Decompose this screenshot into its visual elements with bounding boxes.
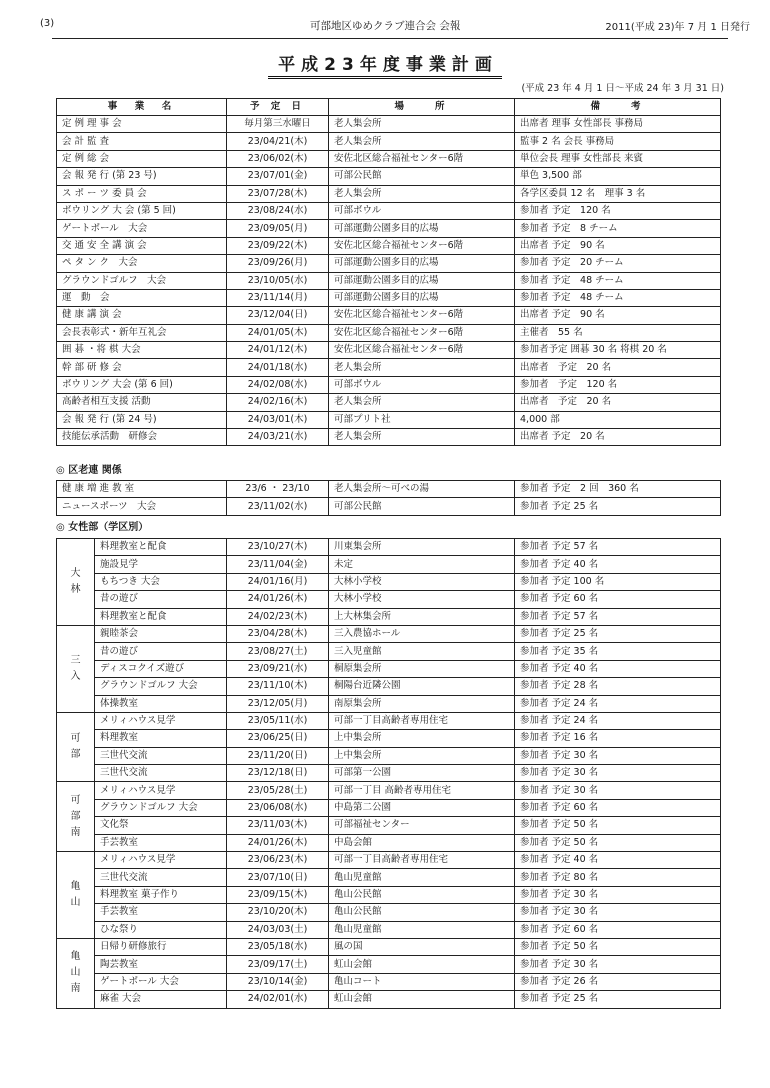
scheduled-date-cell: 23/07/10(日) (227, 869, 329, 886)
event-name-cell: 高齢者相互支援 活動 (57, 394, 227, 411)
remarks-cell: 出席者 予定 20 名 (515, 394, 721, 411)
remarks-cell: 参加者 予定 60 名 (515, 799, 721, 816)
womens-schedule-body (57, 539, 721, 1009)
page-header (40, 14, 750, 34)
table-row (57, 307, 721, 324)
event-name-cell: 体操教室 (95, 695, 227, 712)
section-heading-womens: ◎ 女性部（学区別） (56, 522, 149, 533)
venue-cell: 安佐北区総合福祉センター6階 (329, 342, 515, 359)
fiscal-period: (平成 23 年 4 月 1 日～平成 24 年 3 月 31 日) (521, 83, 724, 94)
remarks-cell: 主催者 55 名 (515, 324, 721, 341)
event-name-cell: グラウンドゴルフ 大会 (95, 678, 227, 695)
event-name-cell: もちつき 大会 (95, 573, 227, 590)
venue-cell: 上中集会所 (329, 730, 515, 747)
scheduled-date-cell: 23/06/25(日) (227, 730, 329, 747)
remarks-cell: 出席者 予定 90 名 (515, 237, 721, 254)
main-schedule-table (56, 98, 721, 446)
remarks-cell: 出席者 予定 20 名 (515, 429, 721, 446)
remarks-cell: 参加者 予定 40 名 (515, 556, 721, 573)
scheduled-date-cell: 23/09/15(木) (227, 886, 329, 903)
scheduled-date-cell: 24/01/12(木) (227, 342, 329, 359)
event-name-cell: 料理教室 菓子作り (95, 886, 227, 903)
venue-cell: 中島第二公園 (329, 799, 515, 816)
scheduled-date-cell: 23/04/28(木) (227, 625, 329, 642)
scheduled-date-cell: 24/02/16(木) (227, 394, 329, 411)
remarks-cell: 参加者 予定 48 チーム (515, 289, 721, 306)
scheduled-date-cell: 23/09/21(水) (227, 660, 329, 677)
remarks-cell: 各学区委員 12 名 理事 3 名 (515, 185, 721, 202)
table-row (57, 133, 721, 150)
scheduled-date-cell: 23/09/22(木) (227, 237, 329, 254)
event-name-cell: 会 計 監 査 (57, 133, 227, 150)
event-name-cell: 日帰り研修旅行 (95, 938, 227, 955)
event-name-cell: 会 報 発 行 (第 23 号) (57, 168, 227, 185)
event-name-cell: 手芸教室 (95, 834, 227, 851)
venue-cell: 可部一丁目高齢者専用住宅 (329, 852, 515, 869)
table-row (57, 765, 721, 782)
header-rule (52, 38, 728, 39)
event-name-cell: 囲 碁 ・将 棋 大会 (57, 342, 227, 359)
table-row (57, 116, 721, 133)
venue-cell: 可部一丁目 高齢者専用住宅 (329, 782, 515, 799)
remarks-cell: 参加者 予定 60 名 (515, 591, 721, 608)
district-group-cell: 可 部 (57, 712, 95, 782)
scheduled-date-cell: 24/01/05(木) (227, 324, 329, 341)
district-group-cell: 大 林 (57, 539, 95, 626)
venue-cell: 安佐北区総合福祉センター6階 (329, 307, 515, 324)
venue-cell: 未定 (329, 556, 515, 573)
event-name-cell: メリィハウス見学 (95, 782, 227, 799)
event-name-cell: 会 報 発 行 (第 24 号) (57, 411, 227, 428)
table-row (57, 921, 721, 938)
event-name-cell: ボウリング 大 会 (第 5 回) (57, 202, 227, 219)
scheduled-date-cell: 23/07/01(金) (227, 168, 329, 185)
column-header: 予 定 日 (227, 99, 329, 116)
venue-cell: 老人集会所～可べの湯 (329, 481, 515, 498)
venue-cell: 可部プリト社 (329, 411, 515, 428)
table-row (57, 956, 721, 973)
table-row (57, 429, 721, 446)
remarks-cell: 出席者 予定 90 名 (515, 307, 721, 324)
venue-cell: 亀山児童館 (329, 869, 515, 886)
ward-schedule-table (56, 480, 721, 516)
event-name-cell: 施設見学 (95, 556, 227, 573)
scheduled-date-cell: 23/12/04(日) (227, 307, 329, 324)
scheduled-date-cell: 24/02/23(木) (227, 608, 329, 625)
event-name-cell: 三世代交流 (95, 869, 227, 886)
event-name-cell: グラウンドゴルフ 大会 (57, 272, 227, 289)
venue-cell: 虹山会館 (329, 991, 515, 1008)
table-row (57, 608, 721, 625)
scheduled-date-cell: 23/04/21(木) (227, 133, 329, 150)
venue-cell: 三入農協ホール (329, 625, 515, 642)
event-name-cell: ニュースポーツ 大会 (57, 498, 227, 515)
scheduled-date-cell: 24/03/21(水) (227, 429, 329, 446)
remarks-cell: 参加者 予定 120 名 (515, 202, 721, 219)
event-name-cell: 料理教室 (95, 730, 227, 747)
scheduled-date-cell: 23/06/02(木) (227, 150, 329, 167)
remarks-cell: 単色 3,500 部 (515, 168, 721, 185)
table-row (57, 342, 721, 359)
venue-cell: 可部ボウル (329, 376, 515, 393)
remarks-cell: 参加者 予定 25 名 (515, 991, 721, 1008)
table-row (57, 220, 721, 237)
scheduled-date-cell: 23/09/26(月) (227, 255, 329, 272)
ward-schedule-body (57, 481, 721, 516)
venue-cell: 上中集会所 (329, 747, 515, 764)
venue-cell: 三入児童館 (329, 643, 515, 660)
venue-cell: 老人集会所 (329, 133, 515, 150)
venue-cell: 可部運動公園多目的広場 (329, 220, 515, 237)
table-row (57, 556, 721, 573)
event-name-cell: ボウリング 大会 (第 6 回) (57, 376, 227, 393)
remarks-cell: 参加者 予定 24 名 (515, 712, 721, 729)
publication-name: 可部地区ゆめクラブ連合会 会報 (310, 20, 461, 32)
venue-cell: 可部一丁目高齢者専用住宅 (329, 712, 515, 729)
remarks-cell: 出席者 理事 女性部長 事務局 (515, 116, 721, 133)
scheduled-date-cell: 23/11/20(日) (227, 747, 329, 764)
remarks-cell: 4,000 部 (515, 411, 721, 428)
venue-cell: 桐原集会所 (329, 660, 515, 677)
remarks-cell: 参加者 予定 120 名 (515, 376, 721, 393)
page-title-wrap (0, 50, 770, 79)
table-row (57, 991, 721, 1008)
event-name-cell: 運 動 会 (57, 289, 227, 306)
event-name-cell: 三世代交流 (95, 747, 227, 764)
table-row (57, 799, 721, 816)
scheduled-date-cell: 23/10/27(木) (227, 539, 329, 556)
table-row (57, 695, 721, 712)
venue-cell: 亀山コート (329, 973, 515, 990)
scheduled-date-cell: 24/03/01(木) (227, 411, 329, 428)
event-name-cell: 交 通 安 全 講 演 会 (57, 237, 227, 254)
remarks-cell: 参加者 予定 30 名 (515, 956, 721, 973)
venue-cell: 可部公民館 (329, 168, 515, 185)
event-name-cell: 親睦茶会 (95, 625, 227, 642)
scheduled-date-cell: 23/07/28(木) (227, 185, 329, 202)
remarks-cell: 参加者 予定 2 回 360 名 (515, 481, 721, 498)
event-name-cell: 陶芸教室 (95, 956, 227, 973)
section-heading-ward: ◎ 区老連 関係 (56, 465, 122, 476)
scheduled-date-cell: 23/11/03(木) (227, 817, 329, 834)
table-row (57, 730, 721, 747)
scheduled-date-cell: 23/05/18(水) (227, 938, 329, 955)
table-row (57, 869, 721, 886)
venue-cell: 老人集会所 (329, 185, 515, 202)
scheduled-date-cell: 24/03/03(土) (227, 921, 329, 938)
venue-cell: 老人集会所 (329, 394, 515, 411)
scheduled-date-cell: 23/11/04(金) (227, 556, 329, 573)
remarks-cell: 参加者 予定 35 名 (515, 643, 721, 660)
district-group-cell: 亀 山 (57, 852, 95, 939)
scheduled-date-cell: 23/08/24(水) (227, 202, 329, 219)
remarks-cell: 参加者 予定 80 名 (515, 869, 721, 886)
column-header: 備 考 (515, 99, 721, 116)
remarks-cell: 参加者予定 囲碁 30 名 将棋 20 名 (515, 342, 721, 359)
event-name-cell: メリィハウス見学 (95, 852, 227, 869)
remarks-cell: 参加者 予定 16 名 (515, 730, 721, 747)
event-name-cell: 料理教室と配食 (95, 539, 227, 556)
main-schedule-body (57, 116, 721, 446)
table-row (57, 411, 721, 428)
remarks-cell: 参加者 予定 20 チーム (515, 255, 721, 272)
venue-cell: 中島会館 (329, 834, 515, 851)
remarks-cell: 参加者 予定 25 名 (515, 498, 721, 515)
venue-cell: 可部運動公園多目的広場 (329, 289, 515, 306)
column-header: 事 業 名 (57, 99, 227, 116)
event-name-cell: ディスコクイズ遊び (95, 660, 227, 677)
remarks-cell: 参加者 予定 57 名 (515, 608, 721, 625)
remarks-cell: 参加者 予定 57 名 (515, 539, 721, 556)
remarks-cell: 参加者 予定 50 名 (515, 834, 721, 851)
venue-cell: 可部第一公園 (329, 765, 515, 782)
event-name-cell: 手芸教室 (95, 904, 227, 921)
scheduled-date-cell: 23/10/20(木) (227, 904, 329, 921)
venue-cell: 老人集会所 (329, 359, 515, 376)
table-row (57, 678, 721, 695)
table-row (57, 168, 721, 185)
table-row (57, 289, 721, 306)
event-name-cell: 健 康 増 進 教 室 (57, 481, 227, 498)
event-name-cell: ゲートボール 大会 (57, 220, 227, 237)
scheduled-date-cell: 23/12/18(日) (227, 765, 329, 782)
scheduled-date-cell: 24/02/01(水) (227, 991, 329, 1008)
remarks-cell: 参加者 予定 100 名 (515, 573, 721, 590)
event-name-cell: ゲートボール 大会 (95, 973, 227, 990)
scheduled-date-cell: 23/06/08(水) (227, 799, 329, 816)
venue-cell: 大林小学校 (329, 573, 515, 590)
womens-schedule-table (56, 538, 721, 1009)
scheduled-date-cell: 23/06/23(木) (227, 852, 329, 869)
event-name-cell: 健 康 講 演 会 (57, 307, 227, 324)
table-row (57, 817, 721, 834)
venue-cell: 亀山公民館 (329, 886, 515, 903)
table-row (57, 904, 721, 921)
venue-cell: 安佐北区総合福祉センター6階 (329, 150, 515, 167)
issue-date: 2011(平成 23)年 7 月 1 日発行 (605, 22, 750, 33)
remarks-cell: 参加者 予定 40 名 (515, 660, 721, 677)
venue-cell: 老人集会所 (329, 429, 515, 446)
remarks-cell: 参加者 予定 60 名 (515, 921, 721, 938)
venue-cell: 南原集会所 (329, 695, 515, 712)
venue-cell: 安佐北区総合福祉センター6階 (329, 237, 515, 254)
remarks-cell: 参加者 予定 30 名 (515, 765, 721, 782)
venue-cell: 老人集会所 (329, 116, 515, 133)
remarks-cell: 出席者 予定 20 名 (515, 359, 721, 376)
scheduled-date-cell: 23/6 ・ 23/10 (227, 481, 329, 498)
scheduled-date-cell: 毎月第三水曜日 (227, 116, 329, 133)
scheduled-date-cell: 23/10/05(水) (227, 272, 329, 289)
table-row (57, 481, 721, 498)
venue-cell: 可部公民館 (329, 498, 515, 515)
table-row (57, 782, 721, 799)
venue-cell: 可部運動公園多目的広場 (329, 272, 515, 289)
event-name-cell: 昔の遊び (95, 643, 227, 660)
remarks-cell: 参加者 予定 24 名 (515, 695, 721, 712)
event-name-cell: 三世代交流 (95, 765, 227, 782)
venue-cell: 亀山公民館 (329, 904, 515, 921)
venue-cell: 亀山児童館 (329, 921, 515, 938)
venue-cell: 桐陽台近隣公園 (329, 678, 515, 695)
venue-cell: 風の国 (329, 938, 515, 955)
event-name-cell: 文化祭 (95, 817, 227, 834)
table-row (57, 185, 721, 202)
remarks-cell: 参加者 予定 30 名 (515, 886, 721, 903)
scheduled-date-cell: 23/11/02(水) (227, 498, 329, 515)
event-name-cell: ス ポ ー ツ 委 員 会 (57, 185, 227, 202)
event-name-cell: 幹 部 研 修 会 (57, 359, 227, 376)
scheduled-date-cell: 24/01/26(木) (227, 591, 329, 608)
scheduled-date-cell: 24/02/08(水) (227, 376, 329, 393)
table-row (57, 150, 721, 167)
table-row (57, 852, 721, 869)
event-name-cell: 昔の遊び (95, 591, 227, 608)
table-row (57, 834, 721, 851)
venue-cell: 上大林集会所 (329, 608, 515, 625)
table-row (57, 712, 721, 729)
venue-cell: 可部福祉センター (329, 817, 515, 834)
table-row (57, 573, 721, 590)
scheduled-date-cell: 24/01/18(水) (227, 359, 329, 376)
table-row (57, 886, 721, 903)
remarks-cell: 監事 2 名 会長 事務局 (515, 133, 721, 150)
remarks-cell: 参加者 予定 40 名 (515, 852, 721, 869)
table-row (57, 973, 721, 990)
event-name-cell: 定 例 理 事 会 (57, 116, 227, 133)
district-group-cell: 可 部 南 (57, 782, 95, 852)
table-row (57, 376, 721, 393)
scheduled-date-cell: 24/01/26(木) (227, 834, 329, 851)
scheduled-date-cell: 23/10/14(金) (227, 973, 329, 990)
scheduled-date-cell: 23/05/11(水) (227, 712, 329, 729)
district-group-cell: 三 入 (57, 625, 95, 712)
scheduled-date-cell: 23/12/05(月) (227, 695, 329, 712)
table-row (57, 255, 721, 272)
remarks-cell: 参加者 予定 28 名 (515, 678, 721, 695)
event-name-cell: グラウンドゴルフ 大会 (95, 799, 227, 816)
district-group-cell: 亀 山 南 (57, 938, 95, 1008)
event-name-cell: 定 例 総 会 (57, 150, 227, 167)
remarks-cell: 参加者 予定 50 名 (515, 938, 721, 955)
venue-cell: 可部ボウル (329, 202, 515, 219)
venue-cell: 虹山会館 (329, 956, 515, 973)
venue-cell: 川東集会所 (329, 539, 515, 556)
table-row (57, 660, 721, 677)
event-name-cell: ひな祭り (95, 921, 227, 938)
scheduled-date-cell: 23/11/14(月) (227, 289, 329, 306)
event-name-cell: メリィハウス見学 (95, 712, 227, 729)
remarks-cell: 参加者 予定 26 名 (515, 973, 721, 990)
table-row (57, 324, 721, 341)
table-row (57, 643, 721, 660)
column-header: 場 所 (329, 99, 515, 116)
scheduled-date-cell: 23/11/10(木) (227, 678, 329, 695)
scheduled-date-cell: 24/01/16(月) (227, 573, 329, 590)
table-row (57, 625, 721, 642)
table-row (57, 539, 721, 556)
table-row (57, 498, 721, 515)
remarks-cell: 参加者 予定 50 名 (515, 817, 721, 834)
event-name-cell: 料理教室と配食 (95, 608, 227, 625)
table-row (57, 202, 721, 219)
table-row (57, 394, 721, 411)
scheduled-date-cell: 23/08/27(土) (227, 643, 329, 660)
venue-cell: 大林小学校 (329, 591, 515, 608)
scheduled-date-cell: 23/09/17(土) (227, 956, 329, 973)
remarks-cell: 単位会長 理事 女性部長 来賓 (515, 150, 721, 167)
remarks-cell: 参加者 予定 8 チーム (515, 220, 721, 237)
venue-cell: 安佐北区総合福祉センター6階 (329, 324, 515, 341)
venue-cell: 可部運動公園多目的広場 (329, 255, 515, 272)
remarks-cell: 参加者 予定 30 名 (515, 747, 721, 764)
table-row (57, 938, 721, 955)
scheduled-date-cell: 23/09/05(月) (227, 220, 329, 237)
table-row (57, 747, 721, 764)
scheduled-date-cell: 23/05/28(土) (227, 782, 329, 799)
table-header-row (57, 99, 721, 116)
remarks-cell: 参加者 予定 48 チーム (515, 272, 721, 289)
remarks-cell: 参加者 予定 25 名 (515, 625, 721, 642)
page-title: 平成23年度事業計画 (268, 50, 502, 79)
remarks-cell: 参加者 予定 30 名 (515, 782, 721, 799)
event-name-cell: 会長表彰式・新年互礼会 (57, 324, 227, 341)
event-name-cell: ペ タ ン ク 大会 (57, 255, 227, 272)
event-name-cell: 技能伝承活動 研修会 (57, 429, 227, 446)
remarks-cell: 参加者 予定 30 名 (515, 904, 721, 921)
event-name-cell: 麻雀 大会 (95, 991, 227, 1008)
table-row (57, 237, 721, 254)
table-row (57, 272, 721, 289)
table-row (57, 359, 721, 376)
table-row (57, 591, 721, 608)
page-number: (3) (40, 18, 55, 29)
